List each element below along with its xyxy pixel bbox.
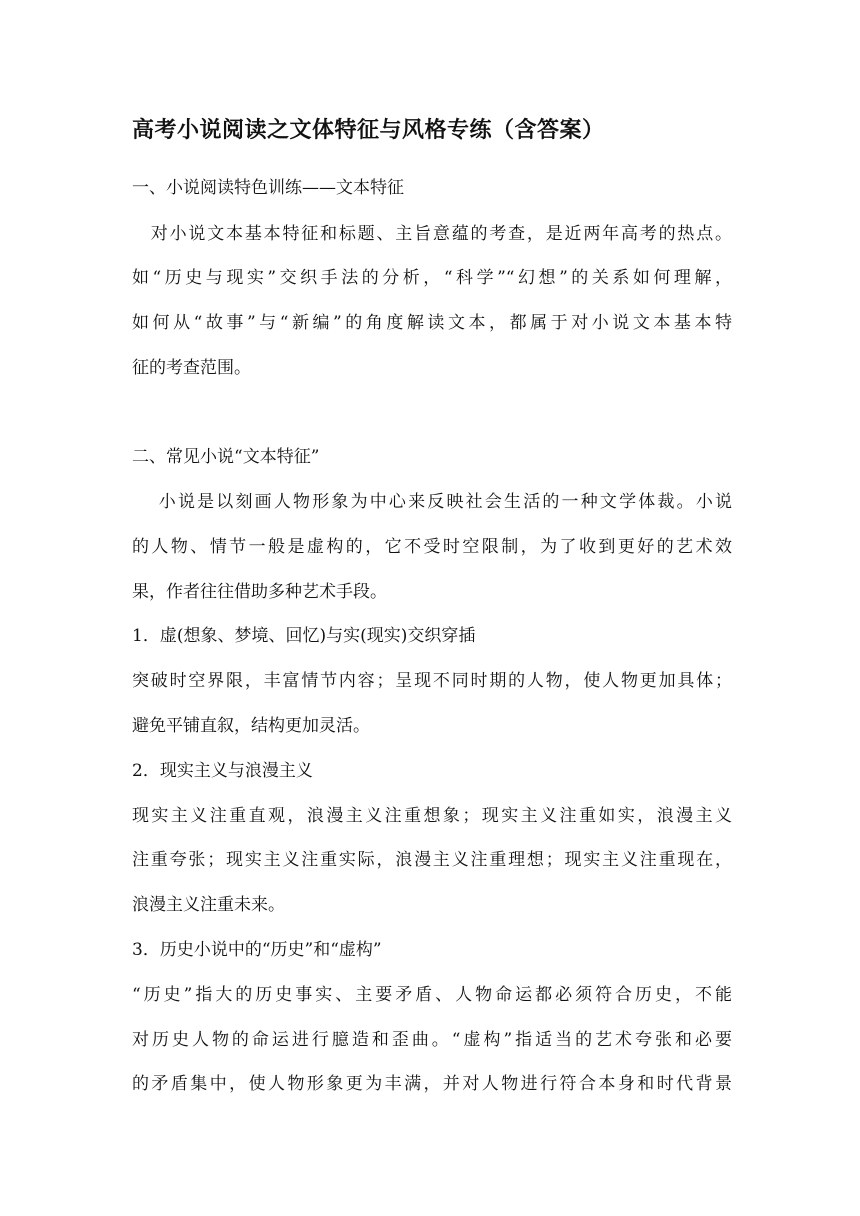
paragraph-line: 避免平铺直叙，结构更加灵活。 — [132, 716, 370, 736]
list-item-heading-2: 2．现实主义与浪漫主义 — [132, 761, 313, 781]
paragraph-line: 果，作者往往借助多种艺术手段。 — [132, 582, 387, 602]
paragraph-line: 注重夸张；现实主义注重实际，浪漫主义注重理想；现实主义注重现在， — [132, 850, 732, 870]
section-heading-1: 一、小说阅读特色训练——文本特征 — [132, 178, 404, 198]
paragraph-line: “历史”指大的历史事实、主要矛盾、人物命运都必须符合历史，不能 — [132, 985, 732, 1005]
list-item-heading-1: 1．虚(想象、梦境、回忆)与实(现实)交织穿插 — [132, 626, 476, 646]
paragraph-line: 对历史人物的命运进行臆造和歪曲。“虚构”指适当的艺术夸张和必要 — [132, 1030, 732, 1050]
paragraph-line: 如“历史与现实”交织手法的分析，“科学”“幻想”的关系如何理解， — [132, 268, 732, 288]
paragraph-line: 征的考查范围。 — [132, 358, 251, 378]
paragraph-line: 如何从“故事”与“新编”的角度解读文本，都属于对小说文本基本特 — [132, 313, 732, 333]
section-heading-2: 二、常见小说“文本特征” — [132, 447, 320, 467]
paragraph-line: 对小说文本基本特征和标题、主旨意蕴的考查，是近两年高考的热点。 — [132, 224, 732, 244]
list-item-heading-3: 3．历史小说中的“历史”和“虚构” — [132, 940, 382, 960]
paragraph-line: 的人物、情节一般是虚构的，它不受时空限制，为了收到更好的艺术效 — [132, 537, 732, 557]
paragraph-line: 浪漫主义注重未来。 — [132, 895, 285, 915]
paragraph-line: 小说是以刻画人物形象为中心来反映社会生活的一种文学体裁。小说 — [132, 492, 732, 512]
document-title: 高考小说阅读之文体特征与风格专练（含答案） — [132, 118, 605, 143]
paragraph-line: 现实主义注重直观，浪漫主义注重想象；现实主义注重如实，浪漫主义 — [132, 806, 732, 826]
paragraph-line: 突破时空界限，丰富情节内容；呈现不同时期的人物，使人物更加具体； — [132, 671, 732, 691]
paragraph-line: 的矛盾集中，使人物形象更为丰满，并对人物进行符合本身和时代背景 — [132, 1074, 732, 1094]
